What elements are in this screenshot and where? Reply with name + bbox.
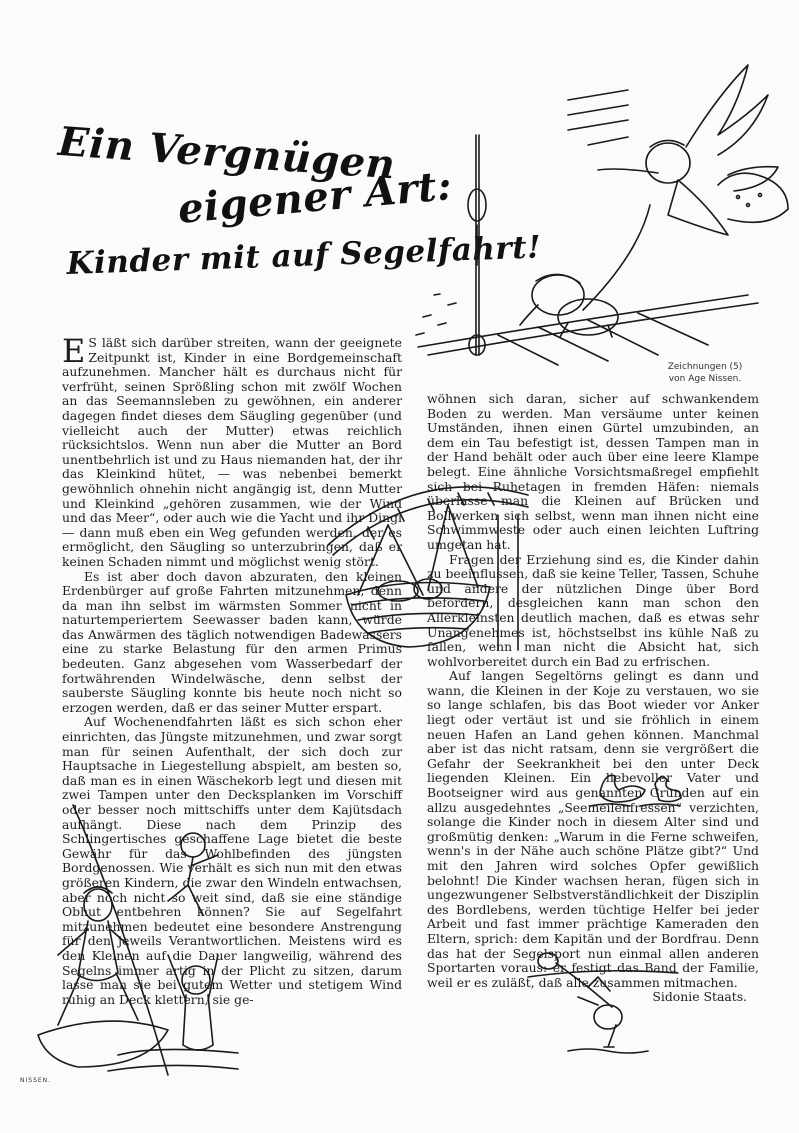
author-signature: Sidonie Staats. <box>652 989 747 1005</box>
paragraph-1: E S läßt sich darüber streiten, wann der geeignete Zeitpunkt ist, Kinder in eine Bordgemeinschaft aufzunehmen. Mancher hält es durchaus nicht für verfrüht, seinen Sprößling schon mit zwölf Wochen an das Seemannsleben zu gewöhnen, ein anderer dagegen findet dieses dem Säugling gegenüber (und vielleicht auch der Mutter) etwas reichlich rücksichtslos. Wenn nun aber die Mutter an Bord unentbehrlich ist und zu Haus niemanden hat, der ihr das Kleinkind hütet, — was nebenbei bemerkt gewöhnlich ohnehin nicht angängig ist, denn Mutter und Kleinkind „gehören zusammen, wie der Wind und das Meer“, oder auch wie die Yacht und ihr Dingi — dann muß eben ein Weg gefunden werden, der es ermöglicht, den Säugling so unterzubringen, daß er keinen Schaden nimmt und möglichst wenig stört. <box>62 332 402 569</box>
paragraph-4: wöhnen sich daran, sicher auf schwankendem Boden zu werden. Man versäume unter keinen Umständen, ihnen einen Gürtel umzubinden, an dem ein Tau befestigt ist, dessen Tampen man in der Hand behält oder auch über eine leere Klampe belegt. Eine ähnliche Vorsichtsmaßregel empfiehlt sich bei Ruhetagen in fremden Häfen: niemals überlasse man die Kleinen auf Brücken und Bollwerken sich selbst, wenn man ihnen nicht eine Schwimmweste oder auch einen leichten Luftring umgetan hat. <box>427 391 759 552</box>
illustration-caption: Zeichnungen (5) von Age Nissen. <box>667 362 743 384</box>
paragraph-3: Auf Wochenendfahrten läßt es sich schon eher einrichten, das Jüngste mitzunehmen, und zwar sorgt man für seinen Aufenthalt, der sich doch zur Hauptsache in Liegestellung abspielt, am besten so, daß man es in einen Wäschekorb legt und diesen mit zwei Tampen unter den Decksplanken im Vorschiff oder besser noch mittschiffs unter dem Kajütsdach aufhängt. Diese nach dem Prinzip des Schlingertisches geschaffene Lage bietet die beste Gewähr für das Wohlbefinden des jüngsten Bordgenossen. Wie verhält es sich nun mit den etwas größeren Kindern, die zwar den Windeln entwachsen, aber noch nicht so weit sind, daß sie eine ständige Obhut entbehren können? Sie auf Segelfahrt mitzunehmen bedeutet eine besondere Anstrengung für den jeweils Verantwortlichen. Meistens wird es den Kleinen auf die Dauer langweilig, während des Segelns immer artig in der Plicht zu sitzen, darum lasse man sie bei gutem Wetter und stetigem Wind ruhig an Deck klettern, sie ge- <box>62 714 402 1007</box>
angel-child-illustration <box>418 55 798 365</box>
paragraph-6: Auf langen Segeltörns gelingt es dann und wann, die Kleinen in der Koje zu verstauen, wo sie so lange schlafen, bis das Boot wieder vor Anker liegt oder vertäut ist und sie fröhlich in einem neuen Hafen an Land gehen können. Manchmal aber ist das nicht ratsam, denn sie vergrößert die Gefahr der Seekrankheit bei den unter Deck liegenden Kleinen. Ein liebevoller Vater und Bootseigner wird aus genannten Gründen auf ein allzu ausgedehntes „Seemeilenfressen“ verzichten, solange die Kinder noch in diesem Alter sind und großmütig denken: „Warum in die Ferne schweifen, wenn's in der Nähe auch schöne Plätze gibt?“ Und mit den Jahren wird solches Opfer gewißlich belohnt! Die Kinder wachsen heran, fügen sich in ungezwungener Selbstverständlichkeit der Disziplin des Bordlebens, werden tüchtige Helfer bei jeder Arbeit und fast immer prächtige Kameraden den Eltern, sprich: dem Kapitän und der Bordfrau. Denn das hat der Segelsport nun einmal allen anderen Sportarten voraus: er festigt das Band der Familie, weil er es zuläßt, daß alle zusammen mitmachen. <box>427 668 759 990</box>
title-line-1: Ein Vergnügen <box>56 118 397 189</box>
paragraph-5: Fragen der Erziehung sind es, die Kinder dahin zu beeinflussen, daß sie keine Teller, Tassen, Schuhe und andere der nützlichen Dinge über Bord befördern, desgleichen kann man schon den Allerkleinsten deutlich machen, daß es etwas sehr Unangenehmes ist, höchstselbst ins kühle Naß zu fallen, wenn man nicht die Absicht hat, sich wohlvorbereitet durch ein Bad zu erfrischen. <box>427 551 759 669</box>
illustrator-signature: NISSEN. <box>20 1077 52 1084</box>
title-line-2: eigener Art: <box>176 162 455 233</box>
paragraph-2: Es ist aber doch davon abzuraten, den kleinen Erdenbürger auf große Fahrten mitzunehmen, denn da man ihn selbst im wärmsten Sommer nicht in naturtemperiertem Seewasser baden kann, würde das Anwärmen des täglich notwendigen Badewassers eine zu starke Belastung für den armen Primus bedeuten. Ganz abgesehen vom Wasserbedarf der fortwährenden Windelwäsche, denn selbst der sauberste Säugling konnte bis heute noch nicht so erzogen werden, daß er das seiner Mutter erspart. <box>62 568 402 715</box>
drop-cap: E <box>62 332 86 370</box>
left-column <box>62 332 402 1007</box>
title-line-3: Kinder mit auf Segelfahrt! <box>66 229 542 282</box>
right-column <box>427 392 759 1005</box>
